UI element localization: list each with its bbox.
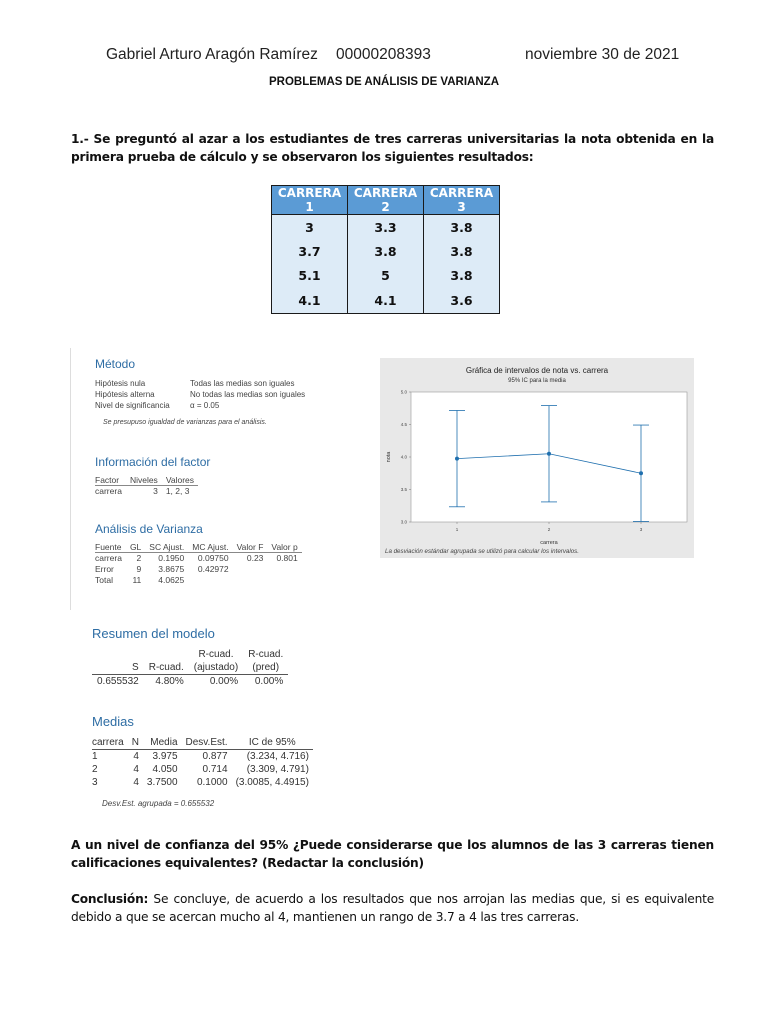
table-cell: 4.80% [144, 675, 189, 689]
table-cell: 0.801 [276, 553, 298, 563]
metodo-label: Nivel de significancia [95, 401, 170, 410]
table-cell: 0.42972 [197, 564, 229, 574]
table-cell: 3.8675 [158, 564, 185, 574]
table-header: Valor F [233, 542, 268, 553]
table-header: Desv.Est. [182, 736, 232, 750]
table-cell: Total [95, 575, 113, 585]
table-cell: 0.714 [202, 764, 228, 775]
table-header [189, 648, 243, 675]
table-cell: 3.7500 [146, 777, 178, 788]
table-cell: 3.6 [424, 287, 500, 314]
table-row [95, 486, 198, 498]
table-header: SC Ajust. [145, 542, 188, 553]
author-name: Gabriel Arturo Aragón Ramírez [106, 46, 318, 63]
factor-title: Información del factor [95, 455, 211, 469]
table-row [95, 564, 302, 575]
table-cell: 3 [92, 777, 98, 788]
resumen-table [92, 648, 288, 688]
table-cell: 4 [133, 751, 139, 762]
y-tick-label: 5.0 [400, 389, 407, 395]
table-header: CARRERA 2 [348, 186, 424, 215]
table-row [95, 553, 302, 565]
output-divider [70, 348, 71, 610]
table-cell: 1, 2, 3 [165, 486, 190, 496]
conclusion-paragraph [71, 890, 714, 926]
table-row [272, 215, 500, 240]
table-header: S [132, 662, 139, 673]
resumen-title: Resumen del modelo [92, 626, 215, 641]
table-cell: (3.0085, 4.4915) [235, 777, 309, 788]
table-header: GL [126, 542, 145, 553]
y-tick-label: 3.0 [400, 519, 407, 525]
conclusion-text: Se concluye, de acuerdo a los resultados que nos arrojan las medias que, si es equivalente debido a que se acercan mucho al 4, mantienen un rango de 3.7 a 4 las tres carreras. [71, 892, 714, 924]
table-cell: 3.8 [424, 263, 500, 287]
table-cell: 0.877 [202, 751, 228, 762]
table-cell: 3.8 [424, 215, 500, 240]
table-row [272, 239, 500, 263]
table-row [92, 763, 313, 776]
mean-point [455, 457, 459, 461]
table-cell [267, 575, 301, 586]
table-cell: 2 [136, 553, 142, 563]
metodo-title: Método [95, 357, 136, 371]
chart-title: Gráfica de intervalos de nota vs. carrera [465, 366, 609, 375]
table-header: MC Ajust. [188, 542, 232, 553]
header-line: (pred) [252, 662, 280, 673]
medias-note: Desv.Est. agrupada = 0.655532 [102, 799, 215, 808]
x-tick-label: 1 [455, 527, 459, 532]
table-header: carrera [92, 736, 128, 750]
y-tick-label: 4.5 [400, 422, 407, 427]
anova-table [95, 542, 302, 586]
question-text: A un nivel de confianza del 95% ¿Puede considerarse que los alumnos de las 3 carreras tienen calificaciones equivalentes? (Redactar la conclusión) [71, 838, 714, 870]
table-cell [233, 575, 268, 586]
table-cell: 3.3 [348, 215, 424, 240]
table-header: CARRERA 1 [272, 186, 348, 215]
table-header [243, 648, 288, 675]
table-cell: 0.00% [243, 675, 288, 689]
table-cell: 4.1 [272, 287, 348, 314]
x-tick-label: 2 [547, 527, 551, 532]
table-cell: 3.8 [348, 239, 424, 263]
header-line: R-cuad. [248, 649, 284, 660]
metodo-label: Hipótesis alterna [95, 390, 155, 399]
document-title: PROBLEMAS DE ANÁLISIS DE VARIANZA [268, 76, 499, 88]
metodo-note: Se presupuso igualdad de varianzas para el análisis. [103, 419, 267, 426]
table-header: CARRERA 3 [424, 186, 500, 215]
table-row [92, 776, 313, 789]
table-cell: 4.050 [152, 764, 178, 775]
table-cell: 0.09750 [197, 553, 229, 563]
table-header: N [128, 736, 143, 750]
table-row [92, 675, 288, 689]
y-tick-label: 3.5 [400, 487, 407, 492]
table-cell: 5 [348, 263, 424, 287]
table-header: Factor [95, 475, 126, 486]
table-header: Valores [162, 475, 198, 486]
table-cell: 5.1 [272, 263, 348, 287]
factor-table [95, 475, 198, 497]
table-header: R-cuad. [148, 662, 184, 673]
table-cell: carrera [95, 486, 122, 496]
student-id: 00000208393 [336, 46, 431, 63]
table-cell: 4.0625 [158, 575, 185, 585]
table-cell: 0.1000 [196, 777, 228, 788]
table-cell: 3 [153, 486, 158, 496]
table-cell: 0.00% [189, 675, 243, 689]
table-cell: 4.1 [348, 287, 424, 314]
table-cell: 1 [92, 751, 98, 762]
chart-subtitle: 95% IC para la media [508, 378, 566, 384]
table-cell: 0.655532 [92, 675, 144, 689]
table-cell [233, 564, 268, 575]
table-cell [267, 564, 301, 575]
header-line: (ajustado) [193, 662, 239, 673]
document-date: noviembre 30 de 2021 [525, 46, 680, 63]
anova-title: Análisis de Varianza [95, 522, 203, 536]
metodo-value: No todas las medias son iguales [190, 390, 306, 399]
table-cell: 3.975 [152, 751, 178, 762]
grades-table [271, 185, 500, 314]
header-line: R-cuad. [198, 649, 234, 660]
problem-statement: 1.- Se preguntó al azar a los estudiantes de tres carreras universitarias la nota obtenida en la primera prueba de cálculo y se observaron los siguientes resultados: [71, 132, 714, 164]
medias-table [92, 736, 313, 789]
metodo-value: Todas las medias son iguales [190, 379, 295, 388]
table-cell: 0.23 [246, 553, 264, 563]
chart-footnote: La desviación estándar agrupada se utilizó para calcular los intervalos. [385, 548, 579, 555]
table-cell: 4 [133, 777, 139, 788]
table-cell: (3.234, 4.716) [246, 751, 309, 762]
interval-chart [380, 358, 694, 558]
table-row [272, 287, 500, 314]
table-cell: Error [95, 564, 114, 574]
metodo-label: Hipótesis nula [95, 379, 146, 388]
table-row [272, 263, 500, 287]
mean-point [639, 471, 643, 475]
anova-section [95, 522, 302, 586]
table-cell: 3.8 [424, 239, 500, 263]
table-header: Niveles [126, 475, 162, 486]
table-header: Valor p [267, 542, 301, 553]
y-axis-label: nota [386, 451, 392, 463]
metodo-value: α = 0.05 [190, 401, 220, 410]
x-axis-label: carrera [540, 540, 558, 546]
metodo-section [95, 357, 305, 428]
resumen-section [92, 626, 288, 688]
conclusion-label: Conclusión: [71, 892, 149, 906]
table-cell: 3 [272, 215, 348, 240]
table-cell [188, 575, 232, 586]
x-tick-label: 3 [639, 527, 643, 532]
table-header: IC de 95% [232, 736, 313, 750]
table-cell: 2 [92, 764, 98, 775]
medias-section [92, 714, 313, 808]
table-cell: carrera [95, 553, 122, 563]
table-cell: 0.1950 [158, 553, 185, 563]
y-tick-label: 4.0 [400, 454, 407, 460]
table-header: Media [143, 736, 182, 750]
table-cell: 3.7 [272, 239, 348, 263]
table-header: Fuente [95, 542, 126, 553]
table-row [95, 575, 302, 586]
factor-section [95, 455, 210, 497]
table-cell: 4 [133, 764, 139, 775]
table-cell: 11 [132, 575, 142, 585]
table-row [92, 750, 313, 764]
table-cell: (3.309, 4.791) [246, 764, 309, 775]
mean-point [547, 452, 551, 456]
medias-title: Medias [92, 714, 134, 729]
table-cell: 9 [136, 564, 142, 574]
